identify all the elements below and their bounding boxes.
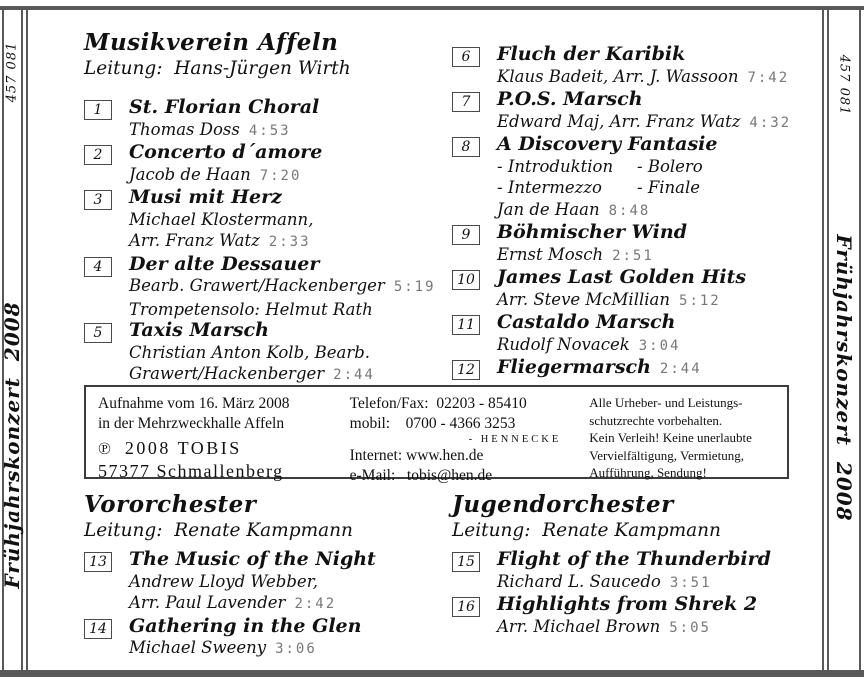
track-duration: 2:42 <box>294 596 337 612</box>
phonogram-icon: ℗ <box>98 439 111 458</box>
track-number-badge: 11 <box>452 315 480 335</box>
publisher-name: 2008 TOBIS <box>124 438 242 458</box>
track-number-badge: 3 <box>84 190 112 210</box>
vororchester-column <box>84 492 449 661</box>
track-duration: 4:32 <box>749 114 792 131</box>
main-orchestra-column-right <box>452 44 817 381</box>
catalog-number-left: 457 081 <box>4 41 20 103</box>
track-number-badge: 4 <box>84 257 112 277</box>
track-credit: Bearb. Grawert/Hackenberger <box>129 276 385 295</box>
track-row <box>452 89 817 134</box>
track-credit: Arr. Franz Watz <box>129 231 260 250</box>
spine-right <box>829 10 859 670</box>
track-credit: Klaus Badeit, Arr. J. Wassoon <box>497 66 739 86</box>
track-row <box>84 549 449 616</box>
track-number-badge: 10 <box>452 270 480 290</box>
rights-line: Aufführung, Sendung! <box>589 465 707 480</box>
track-credit: Christian Anton Kolb, Bearb. <box>129 342 371 362</box>
track-row <box>84 142 449 187</box>
track-row <box>84 320 449 387</box>
frame-right-edge <box>859 6 861 674</box>
mobile-line: mobil: 0700 - 4366 3253 <box>349 415 516 432</box>
track-number-badge: 5 <box>84 323 112 343</box>
track-row <box>452 312 817 357</box>
track-duration: 4:53 <box>248 122 291 139</box>
track-duration: 3:06 <box>275 641 317 657</box>
track-credit: Michael Sweeny <box>129 638 267 657</box>
track-row <box>452 267 817 312</box>
track-row <box>452 357 817 381</box>
main-orchestra-column <box>84 30 449 387</box>
conductor-musikverein: Leitung: Hans-Jürgen Wirth <box>84 58 351 79</box>
rights-notice <box>589 394 787 480</box>
track-title: Taxis Marsch <box>129 319 269 341</box>
track-duration: 2:51 <box>612 247 654 264</box>
agency-line: - HENNECKE <box>468 434 562 445</box>
track-credit: Richard L. Saucedo <box>497 571 661 591</box>
publisher-city: 57377 Schmallenberg <box>98 461 284 481</box>
jugendorchester-column <box>452 492 817 639</box>
frame-top-bar <box>0 6 864 10</box>
track-number-badge: 6 <box>452 47 480 67</box>
track-title: Concerto d´amore <box>129 141 323 163</box>
contact-info <box>349 394 590 484</box>
frame-bottom-bar <box>0 670 864 677</box>
track-title: Der alte Dessauer <box>129 252 320 275</box>
phone-line: Telefon/Fax: 02203 - 85410 <box>349 395 527 412</box>
track-duration: 3:51 <box>669 574 712 591</box>
track-number-badge: 13 <box>84 552 112 572</box>
publisher-info-box <box>84 385 789 484</box>
track-row <box>84 187 449 254</box>
track-credit: Ernst Mosch <box>497 244 604 264</box>
recording-date: Aufnahme vom 16. März 2008 <box>98 395 290 412</box>
track-number-badge: 16 <box>452 597 480 617</box>
track-title: James Last Golden Hits <box>497 266 747 288</box>
track-row <box>84 616 449 661</box>
track-row <box>452 44 817 89</box>
rights-line: Vervielfältigung, Vermietung, <box>589 447 744 463</box>
track-duration: 5:19 <box>393 279 436 295</box>
section-title-musikverein: Musikverein Affeln <box>84 29 339 56</box>
track-credit: Rudolf Novacek <box>497 334 630 354</box>
track-title: Fliegermarsch <box>497 356 651 378</box>
track-title: Highlights from Shrek 2 <box>497 593 758 615</box>
track-row <box>84 254 449 321</box>
track-credit: Michael Klostermann, <box>129 209 314 229</box>
spine-title-right: Frühjahrskonzert 2008 <box>832 234 856 522</box>
track-duration: 5:05 <box>669 619 711 636</box>
movement-name: - Introduktion <box>497 156 614 176</box>
recording-info <box>98 394 350 481</box>
track-number-badge: 15 <box>452 552 480 572</box>
track-number-badge: 12 <box>452 360 480 380</box>
spine-title-left: Frühjahrskonzert 2008 <box>0 301 24 589</box>
catalog-number-right: 457 081 <box>836 54 852 116</box>
movement-name: - Bolero <box>637 156 703 176</box>
track-title: Musi mit Herz <box>129 186 282 208</box>
rights-line: Kein Verleih! Keine unerlaubte <box>589 430 752 445</box>
track-duration: 8:48 <box>608 202 651 219</box>
track-row <box>452 594 817 639</box>
track-title: Flight of the Thunderbird <box>497 548 771 570</box>
track-row <box>84 97 449 142</box>
conductor-jugendorchester: Leitung: Renate Kampmann <box>452 520 721 541</box>
track-credit: Grawert/Hackenberger <box>129 364 325 383</box>
track-credit: Thomas Doss <box>129 119 240 139</box>
movement-name: - Intermezzo <box>497 178 602 197</box>
track-title: P.O.S. Marsch <box>497 88 643 110</box>
track-row <box>452 134 817 222</box>
track-duration: 5:12 <box>679 292 721 309</box>
rights-line: schutzrechte vorbehalten. <box>589 412 723 428</box>
track-title: Gathering in the Glen <box>129 614 362 637</box>
rights-line: Alle Urheber- und Leistungs- <box>589 395 743 410</box>
track-number-badge: 2 <box>84 145 112 165</box>
track-duration: 2:44 <box>333 367 375 383</box>
track-row <box>452 549 817 594</box>
track-row <box>452 222 817 267</box>
track-credit: Arr. Steve McMillian <box>497 289 671 309</box>
movement-name: - Finale <box>637 178 701 197</box>
track-title: Böhmischer Wind <box>497 221 687 243</box>
track-title: Fluch der Karibik <box>497 43 686 65</box>
email-line: e-Mail: tobis@hen.de <box>349 467 493 484</box>
track-credit: Arr. Michael Brown <box>497 616 661 636</box>
conductor-vororchester: Leitung: Renate Kampmann <box>84 520 353 541</box>
track-credit: Andrew Lloyd Webber, <box>129 571 319 591</box>
track-duration: 3:04 <box>638 337 681 354</box>
track-title: A Discovery Fantasie <box>497 133 718 155</box>
track-number-badge: 9 <box>452 225 480 245</box>
spine-left <box>0 10 24 670</box>
track-title: St. Florian Choral <box>129 96 320 118</box>
section-title-vororchester: Vororchester <box>84 491 257 518</box>
track-duration: 7:42 <box>747 69 790 86</box>
spine-divider-right <box>822 6 829 670</box>
track-credit: Jacob de Haan <box>129 164 251 184</box>
track-title: Castaldo Marsch <box>497 311 676 333</box>
track-credit: Trompetensolo: Helmut Rath <box>129 299 373 319</box>
internet-line: Internet: www.hen.de <box>349 447 484 464</box>
track-duration: 2:33 <box>268 234 311 250</box>
track-number-badge: 1 <box>84 100 112 120</box>
track-duration: 2:44 <box>659 361 702 377</box>
track-credit: Jan de Haan <box>497 199 600 219</box>
track-number-badge: 14 <box>84 619 112 639</box>
recording-venue: in der Mehrzweckhalle Affeln <box>98 415 285 432</box>
track-credit: Edward Maj, Arr. Franz Watz <box>497 111 741 131</box>
track-number-badge: 7 <box>452 92 480 112</box>
track-number-badge: 8 <box>452 137 480 157</box>
section-title-jugendorchester: Jugendorchester <box>452 491 674 518</box>
track-title: The Music of the Night <box>129 548 376 570</box>
track-credit: Arr. Paul Lavender <box>129 593 286 612</box>
track-duration: 7:20 <box>259 167 302 184</box>
